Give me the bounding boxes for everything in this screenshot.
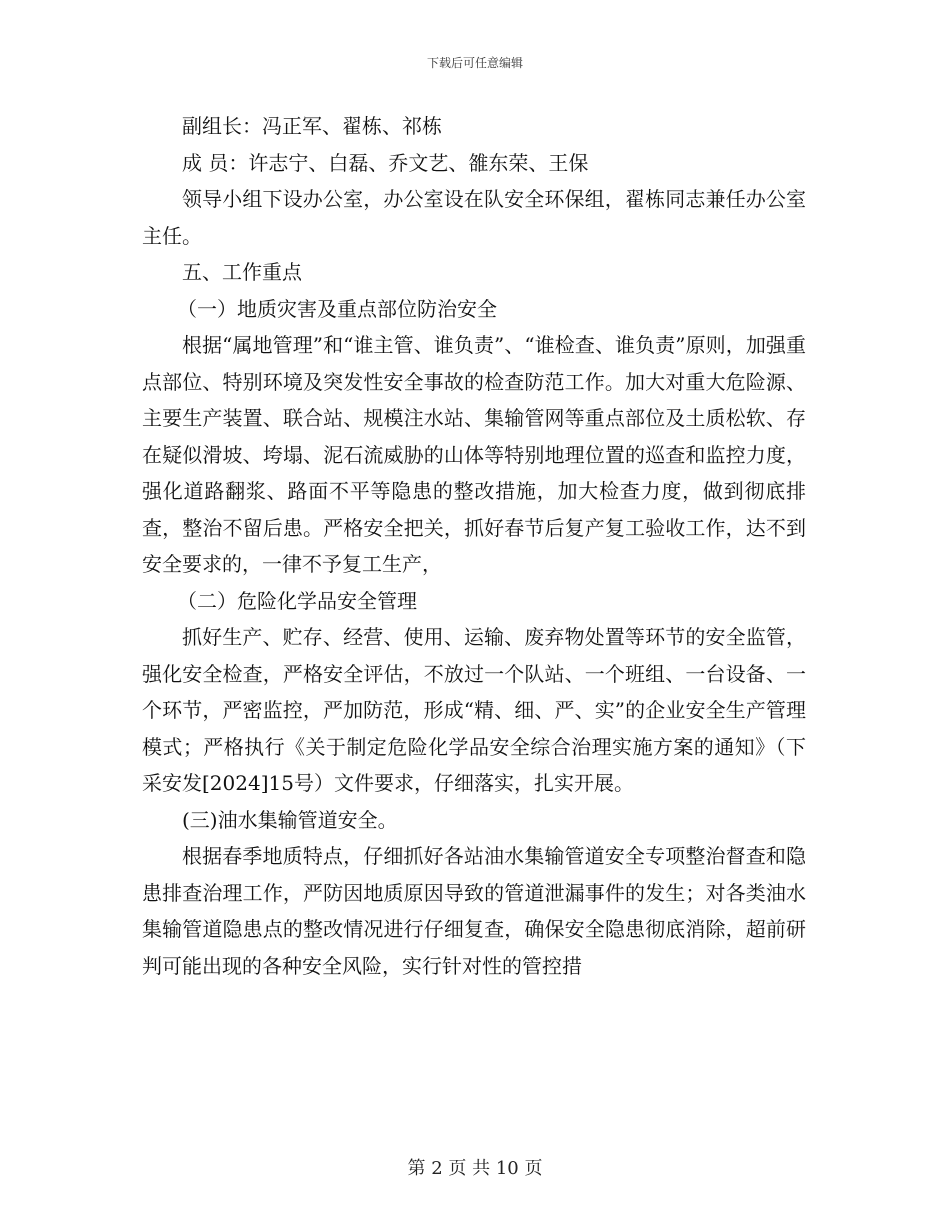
subsection-heading-2: （二）危险化学品安全管理 (177, 588, 417, 613)
members-line: 成 员：许志宁、白磊、乔文艺、雒东荣、王保 (182, 150, 589, 175)
subsection-paragraph-3: 根据春季地质特点，仔细抓好各站油水集输管道安全专项整治督查和隐患排查治理工作，严防因地质原因导致的管道泄漏事件的发生；对各类油水集输管道隐患点的整改情况进行仔细复查，确保安全隐患彻底消除，超前研判可能出现的各种安全风险，实行针对性的管控措 (142, 844, 806, 978)
section-heading: 五、工作重点 (182, 260, 302, 284)
deputy-leaders-line: 副组长：冯正军、翟栋、祁栋 (182, 114, 442, 138)
page-header: 下载后可任意编辑 (426, 56, 523, 70)
subsection-paragraph-2: 抓好生产、贮存、经营、使用、运输、废弃物处置等环节的安全监管，强化安全检查，严格安全评估，不放过一个队站、一个班组、一台设备、一个环节，严密监控，严加防范，形成“精、细、严、实”的企业安全生产管理模式；严格执行《关于制定危险化学品安全综合治理实施方案的通知》（下采安发[2024]15号）文件要求，仔细落实，扎实开展。 (142, 625, 806, 795)
subsection-paragraph-1: 根据“属地管理”和“谁主管、谁负责”、“谁检查、谁负责”原则，加强重点部位、特别环境及突发性安全事故的检查防范工作。加大对重大危险源、主要生产装置、联合站、规模注水站、集输管网等重点部位及土质松软、存在疑似滑坡、垮塌、泥石流威胁的山体等特别地理位置的巡查和监控力度，强化道路翻浆、路面不平等隐患的整改措施，加大检查力度，做到彻底排查，整治不留后患。严格安全把关，抓好春节后复产复工验收工作，达不到安全要求的，一律不予复工生产， (142, 333, 806, 576)
document-body (142, 108, 806, 984)
subsection-heading-3: (三)油水集输管道安全。 (182, 807, 398, 832)
office-paragraph: 领导小组下设办公室，办公室设在队安全环保组，翟栋同志兼任办公室主任。 (142, 187, 806, 248)
page-number: 第 2 页 共 10 页 (407, 1158, 543, 1179)
subsection-heading-1: （一）地质灾害及重点部位防治安全 (177, 296, 497, 321)
